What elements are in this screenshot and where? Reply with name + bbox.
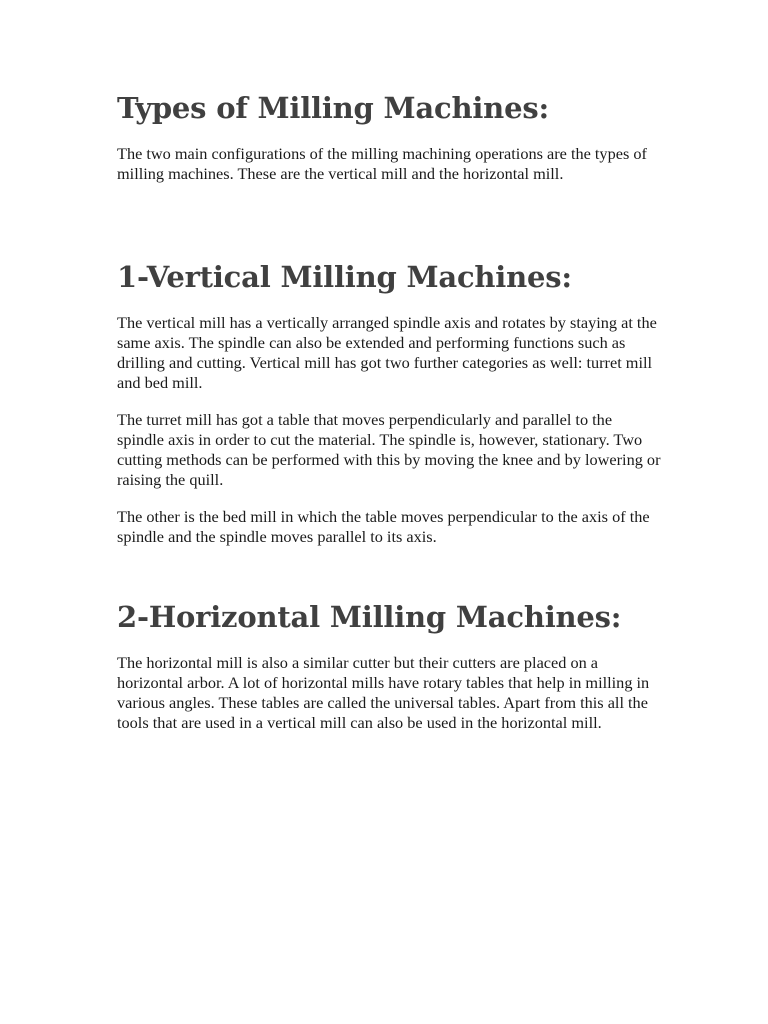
paragraph-vertical-2: The turret mill has got a table that moves perpendicularly and parallel to the spindle axis in order to cut the material. The spindle is, however, stationary. Two cutting methods can be performed with this by moving the knee and by lowering or raising the quill.	[117, 410, 661, 489]
section-heading-vertical: 1-Vertical Milling Machines:	[117, 260, 572, 294]
paragraph-vertical-1: The vertical mill has a vertically arranged spindle axis and rotates by staying at the same axis. The spindle can also be extended and performing functions such as drilling and cutting. Vertical mill has got two further categories as well: turret mill and bed mill.	[117, 313, 657, 392]
paragraph-horizontal-1: The horizontal mill is also a similar cutter but their cutters are placed on a horizontal arbor. A lot of horizontal mills have rotary tables that help in milling in various angles. These tables are called the universal tables. Apart from this all the tools that are used in a vertical mill can also be used in the horizontal mill.	[117, 653, 650, 732]
paragraph-vertical-3: The other is the bed mill in which the table moves perpendicular to the axis of the spindle and the spindle moves parallel to its axis.	[117, 507, 650, 546]
section-heading-types: Types of Milling Machines:	[117, 91, 549, 125]
section-heading-horizontal: 2-Horizontal Milling Machines:	[117, 600, 622, 634]
paragraph-intro: The two main configurations of the milling machining operations are the types of milling machines. These are the vertical mill and the horizontal mill.	[117, 144, 647, 183]
